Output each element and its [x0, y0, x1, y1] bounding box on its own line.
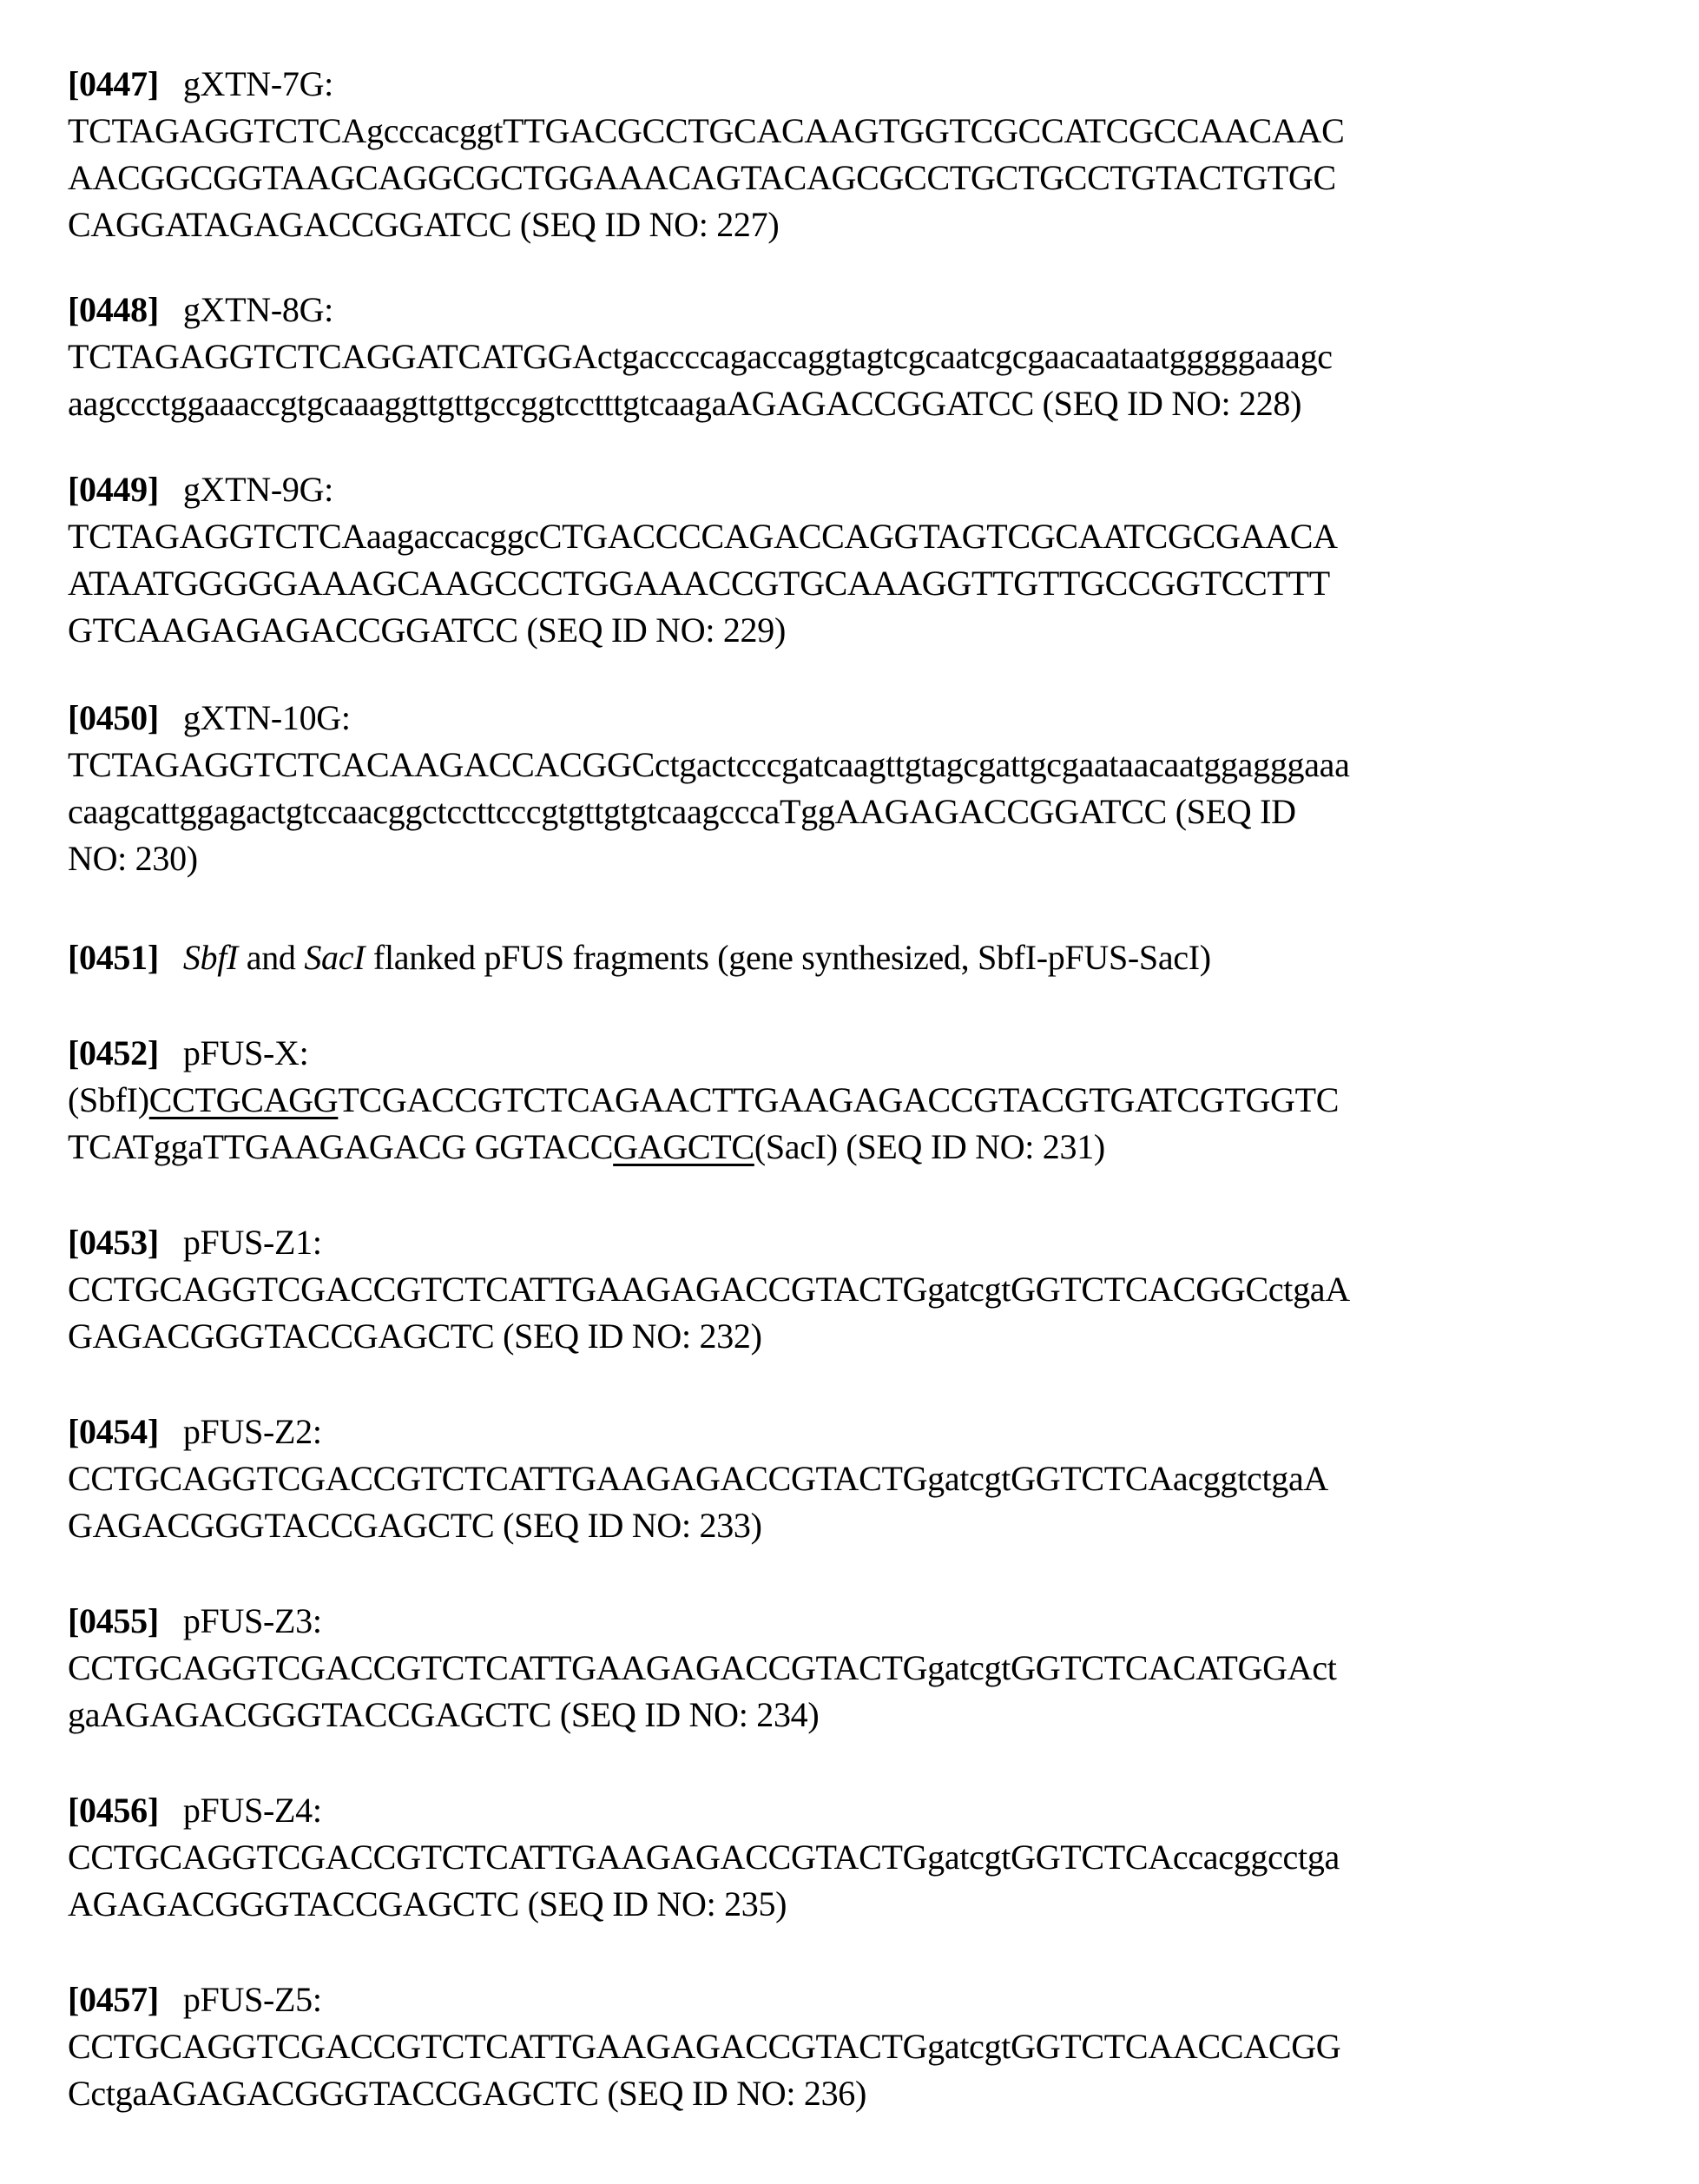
sequence-line: [68, 1881, 1648, 1928]
text-run: TCGACCGTCTCAGAACTTGAAGAGACCGTACGTGATCGTGGTC: [338, 1080, 1340, 1119]
paragraph-number: [0455]: [68, 1601, 159, 1640]
sequence-name: gXTN-7G:: [182, 64, 333, 103]
paragraph-number: [0450]: [68, 698, 159, 737]
sequence-name: pFUS-Z5:: [182, 1980, 322, 2019]
paragraph-p0455: [68, 1598, 1648, 1739]
sequence-name: pFUS-Z2:: [182, 1412, 322, 1451]
paragraph-heading: [68, 1030, 1648, 1077]
paragraph-p0448: [68, 287, 1648, 427]
sequence-line: [68, 1455, 1648, 1502]
sequence-line: [68, 201, 1648, 248]
text-run: gaAGAGACGGGTACCGAGCTC (SEQ ID NO: 234): [68, 1695, 820, 1734]
text-run: TCATggaTTGAAGAGACG GGTACC: [68, 1127, 614, 1166]
text-run: TCTAGAGGTCTCAGGATCATGGActgaccccagaccaggtagtcgcaatcgcgaacaataatgggggaaagc: [68, 337, 1333, 376]
sequence-line: [68, 333, 1648, 380]
sequence-line: [68, 380, 1648, 427]
paragraph-number: [0456]: [68, 1791, 159, 1830]
sequence-line: [68, 607, 1648, 654]
sequence-line: [68, 1077, 1648, 1124]
paragraph-number: [0448]: [68, 290, 159, 329]
paragraph-heading: [68, 1598, 1648, 1645]
restriction-site-underlined: GAGCTC: [613, 1127, 754, 1166]
paragraph-number: [0452]: [68, 1033, 159, 1072]
enzyme-name-italic: SacI: [304, 938, 365, 977]
paragraph-heading: [68, 695, 1648, 742]
paragraph-p0453: [68, 1219, 1648, 1360]
text-run: TCTAGAGGTCTCACAAGACCACGGCctgactcccgatcaagttgtagcgattgcgaataacaatggagggaaa: [68, 745, 1350, 784]
restriction-site-underlined: CCTGCAGG: [148, 1080, 339, 1119]
sequence-line: [68, 155, 1648, 201]
paragraph-heading: [68, 466, 1648, 513]
text-run: AACGGCGGTAAGCAGGCGCTGGAAACAGTACAGCGCCTGCTGCCTGTACTGTGC: [68, 158, 1336, 197]
paragraph-p0449: [68, 466, 1648, 654]
sequence-name: pFUS-X:: [182, 1033, 309, 1072]
sequence-name: gXTN-8G:: [182, 290, 333, 329]
text-run: (SbfI): [68, 1080, 149, 1119]
text-run: caagcattggagactgtccaacggctccttcccgtgttgtgtcaagcccaTggAAGAGACCGGATCC (SEQ ID: [68, 792, 1296, 831]
paragraph-p0451: [68, 934, 1648, 981]
text-run: CCTGCAGGTCGACCGTCTCATTGAAGAGACCGTACTGgatcgtGGTCTCAccacggcctga: [68, 1838, 1340, 1877]
text-run: ATAATGGGGGAAAGCAAGCCCTGGAAACCGTGCAAAGGTTGTTGCCGGTCCTTT: [68, 564, 1330, 603]
text-run: aagccctggaaaccgtgcaaaggttgttgccggtcctttgtcaagaAGAGACCGGATCC (SEQ ID NO: 228): [68, 384, 1302, 423]
sequence-name: gXTN-10G:: [182, 698, 351, 737]
sequence-line: [68, 513, 1648, 560]
text-run: (SacI) (SEQ ID NO: 231): [754, 1127, 1105, 1166]
text-run: and: [238, 938, 305, 977]
sequence-line: [68, 2070, 1648, 2117]
sequence-line: [68, 1502, 1648, 1549]
sequence-name: gXTN-9G:: [182, 470, 333, 509]
sequence-line: [68, 1834, 1648, 1881]
text-run: TCTAGAGGTCTCAgcccacggtTTGACGCCTGCACAAGTGGTCGCCATCGCCAACAAC: [68, 111, 1345, 150]
text-run: CCTGCAGGTCGACCGTCTCATTGAAGAGACCGTACTGgatcgtGGTCTCAACCACGG: [68, 2027, 1341, 2066]
text-run: TCTAGAGGTCTCAaagaccacggcCTGACCCCAGACCAGGTAGTCGCAATCGCGAACA: [68, 517, 1338, 556]
paragraph-heading: [68, 1409, 1648, 1455]
paragraph-number: [0451]: [68, 938, 159, 977]
paragraph-number: [0447]: [68, 64, 159, 103]
text-run: AGAGACGGGTACCGAGCTC (SEQ ID NO: 235): [68, 1884, 787, 1923]
text-run: CCTGCAGGTCGACCGTCTCATTGAAGAGACCGTACTGgatcgtGGTCTCACATGGAct: [68, 1648, 1337, 1687]
paragraph-heading: [68, 287, 1648, 333]
sequence-line: [68, 1313, 1648, 1360]
paragraph-p0456: [68, 1787, 1648, 1928]
sequence-line: [68, 2023, 1648, 2070]
paragraph-number: [0457]: [68, 1980, 159, 2019]
paragraph-p0450: [68, 695, 1648, 882]
paragraph-heading: [68, 1219, 1648, 1266]
sequence-line: [68, 835, 1648, 882]
sequence-name: pFUS-Z3:: [182, 1601, 322, 1640]
sequence-line: [68, 1692, 1648, 1739]
paragraph-p0454: [68, 1409, 1648, 1549]
text-run: CctgaAGAGACGGGTACCGAGCTC (SEQ ID NO: 236): [68, 2074, 867, 2113]
text-run: GAGACGGGTACCGAGCTC (SEQ ID NO: 233): [68, 1506, 762, 1545]
sequence-name: pFUS-Z1:: [182, 1223, 322, 1262]
paragraph-heading: [68, 1976, 1648, 2023]
paragraph-p0457: [68, 1976, 1648, 2117]
paragraph-p0452: [68, 1030, 1648, 1171]
text-run: GTCAAGAGAGACCGGATCC (SEQ ID NO: 229): [68, 610, 786, 650]
text-run: flanked pFUS fragments (gene synthesized, SbfI-pFUS-SacI): [365, 938, 1211, 977]
text-run: CCTGCAGGTCGACCGTCTCATTGAAGAGACCGTACTGgatcgtGGTCTCACGGCctgaA: [68, 1270, 1350, 1309]
paragraph-p0447: [68, 61, 1648, 248]
paragraph-number: [0454]: [68, 1412, 159, 1451]
text-run: GAGACGGGTACCGAGCTC (SEQ ID NO: 232): [68, 1316, 762, 1356]
enzyme-name-italic: SbfI: [182, 938, 239, 977]
sequence-line: [68, 108, 1648, 155]
paragraph-number: [0449]: [68, 470, 159, 509]
text-run: NO: 230): [68, 839, 198, 878]
paragraph-heading: [68, 934, 1648, 981]
text-run: CCTGCAGGTCGACCGTCTCATTGAAGAGACCGTACTGgatcgtGGTCTCAacggtctgaA: [68, 1459, 1329, 1498]
sequence-line: [68, 560, 1648, 607]
sequence-line: [68, 1266, 1648, 1313]
sequence-line: [68, 742, 1648, 788]
sequence-line: [68, 788, 1648, 835]
paragraph-heading: [68, 1787, 1648, 1834]
paragraph-number: [0453]: [68, 1223, 159, 1262]
sequence-line: [68, 1645, 1648, 1692]
text-run: CAGGATAGAGACCGGATCC (SEQ ID NO: 227): [68, 205, 780, 244]
paragraph-heading: [68, 61, 1648, 108]
sequence-name: pFUS-Z4:: [182, 1791, 322, 1830]
sequence-line: [68, 1124, 1648, 1171]
